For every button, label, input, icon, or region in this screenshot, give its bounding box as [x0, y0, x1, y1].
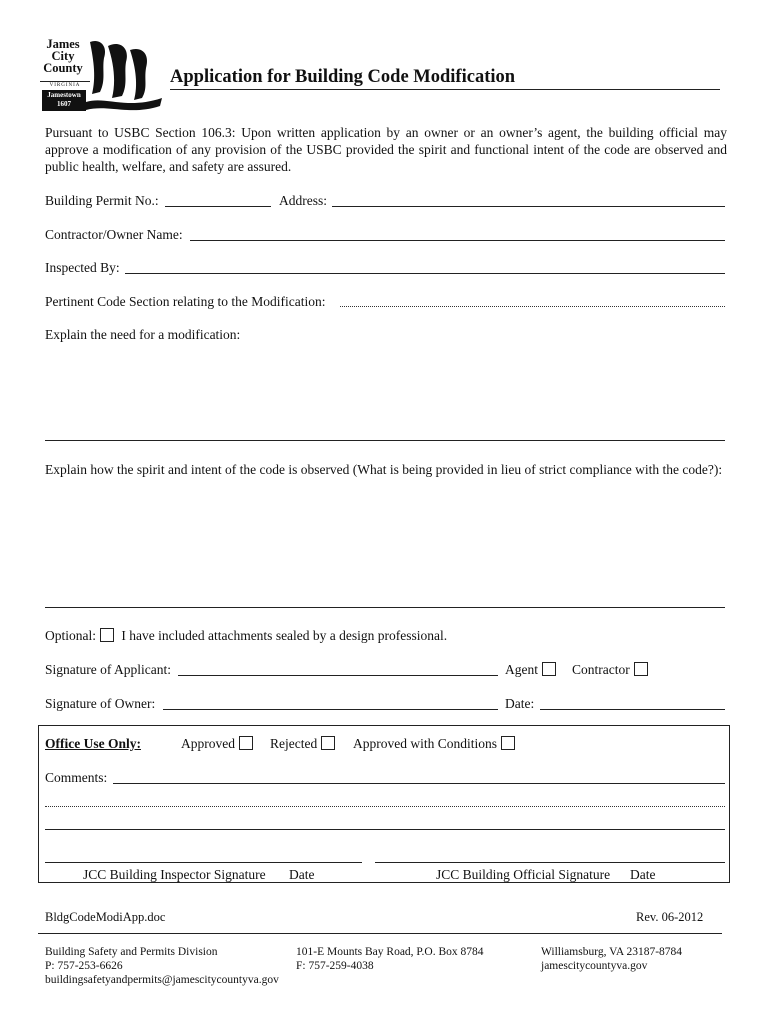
logo-badge-year: 1607: [57, 100, 71, 108]
official-date-label: Date: [630, 867, 656, 882]
explain-spirit-field[interactable]: [45, 607, 725, 608]
logo-line-james: James: [46, 37, 80, 51]
footer-website[interactable]: jamescitycountyva.gov: [541, 960, 648, 972]
footer-rule: [38, 933, 722, 934]
approved-conditions-option: [353, 736, 515, 752]
doc-filename: BldgCodeModiApp.doc: [45, 910, 166, 924]
address-label: Address:: [279, 193, 327, 208]
approved-checkbox[interactable]: [239, 736, 253, 750]
comments-field-line-2[interactable]: [45, 806, 725, 807]
rejected-checkbox[interactable]: [321, 736, 335, 750]
explain-need-field[interactable]: [45, 440, 725, 441]
code-section-field[interactable]: [340, 306, 725, 307]
county-logo: [34, 36, 164, 114]
inspected-by-label: Inspected By:: [45, 260, 120, 275]
approved-conditions-label: Approved with Conditions: [353, 736, 497, 751]
inspector-signature-label: JCC Building Inspector Signature: [83, 867, 266, 882]
logo-line-city: City: [51, 49, 75, 63]
footer-fax: F: 757-259-4038: [296, 960, 374, 972]
optional-label: Optional:: [45, 628, 96, 643]
office-use-heading: Office Use Only:: [45, 736, 141, 751]
owner-signature-field[interactable]: [163, 709, 498, 710]
applicant-signature-field[interactable]: [178, 675, 498, 676]
footer-phone: P: 757-253-6626: [45, 960, 123, 972]
optional-text: I have included attachments sealed by a design professional.: [121, 628, 448, 643]
inspector-date-label: Date: [289, 867, 315, 882]
logo-virginia: VIRGINIA: [40, 81, 90, 88]
ship-sails-icon: [86, 36, 166, 116]
footer-address: 101-E Mounts Bay Road, P.O. Box 8784: [296, 946, 484, 958]
explain-spirit-label: Explain how the spirit and intent of the code is observed (What is being provided in lieu of strict compliance with the code?):: [45, 462, 723, 477]
approved-option: [181, 736, 253, 752]
approved-conditions-checkbox[interactable]: [501, 736, 515, 750]
inspected-by-field[interactable]: [125, 273, 725, 274]
logo-jamestown-badge: [42, 90, 86, 111]
logo-line-county: County: [43, 61, 83, 75]
comments-field-line-1[interactable]: [113, 783, 725, 784]
official-signature-field[interactable]: [375, 862, 725, 863]
contractor-option: [572, 662, 648, 678]
attachments-checkbox[interactable]: [100, 628, 114, 642]
contractor-checkbox[interactable]: [634, 662, 648, 676]
contractor-owner-field[interactable]: [190, 240, 725, 241]
rejected-option: [270, 736, 335, 752]
intro-paragraph: Pursuant to USBC Section 106.3: Upon written application by an owner or an owner’s agent, the building official may approve a modification of any provision of the USBC provided the spirit and functional intent of the code are observed and public health, welfare, and safety are assured.: [45, 125, 727, 174]
permit-number-field[interactable]: [165, 206, 271, 207]
inspector-signature-field[interactable]: [45, 862, 362, 863]
owner-signature-label: Signature of Owner:: [45, 696, 156, 711]
page-title: Application for Building Code Modification: [170, 67, 516, 87]
comments-label: Comments:: [45, 770, 108, 785]
rejected-label: Rejected: [270, 736, 318, 751]
agent-label: Agent: [505, 662, 538, 677]
comments-field-line-3[interactable]: [45, 829, 725, 830]
agent-checkbox[interactable]: [542, 662, 556, 676]
footer-city: Williamsburg, VA 23187-8784: [541, 946, 683, 958]
approved-label: Approved: [181, 736, 235, 751]
footer-division: Building Safety and Permits Division: [45, 946, 218, 958]
agent-option: [505, 662, 556, 678]
optional-row: [45, 628, 447, 644]
official-signature-label: JCC Building Official Signature: [436, 867, 611, 882]
date-field[interactable]: [540, 709, 725, 710]
address-field[interactable]: [332, 206, 725, 207]
applicant-signature-label: Signature of Applicant:: [45, 662, 171, 677]
title-rule: [170, 89, 720, 90]
footer-email[interactable]: buildingsafetyandpermits@jamescitycountyva.gov: [45, 974, 279, 986]
logo-badge-jamestown: Jamestown: [47, 91, 81, 99]
contractor-label: Contractor: [572, 662, 630, 677]
revision: Rev. 06-2012: [636, 910, 704, 924]
explain-need-label: Explain the need for a modification:: [45, 327, 241, 342]
permit-label: Building Permit No.:: [45, 193, 159, 208]
code-section-label: Pertinent Code Section relating to the Modification:: [45, 294, 326, 309]
date-label: Date:: [505, 696, 535, 711]
contractor-owner-label: Contractor/Owner Name:: [45, 227, 183, 242]
